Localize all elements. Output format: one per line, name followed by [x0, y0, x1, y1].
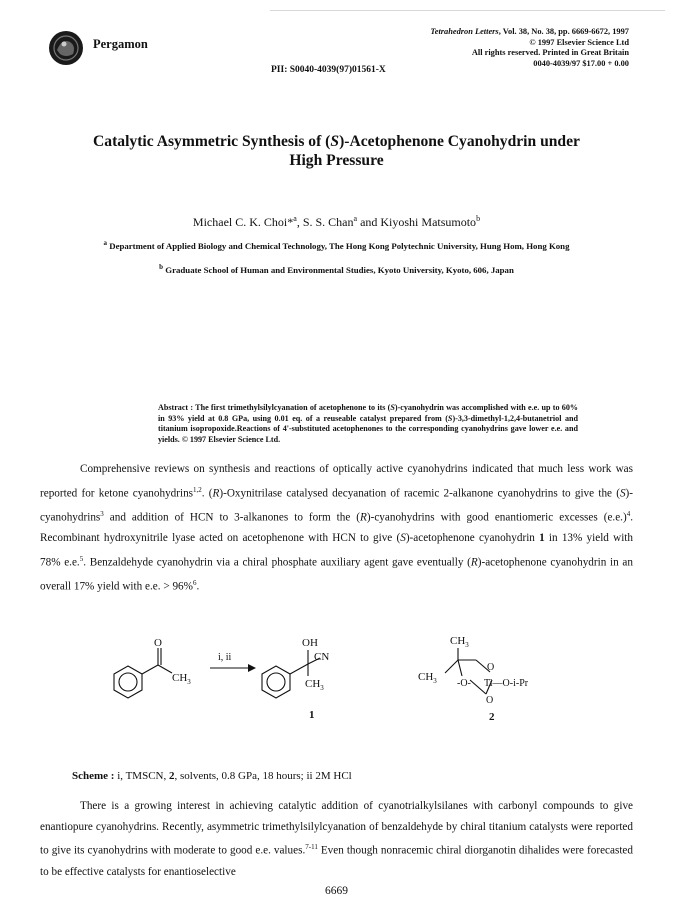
paragraph-intro: Comprehensive reviews on synthesis and reactions of optically active cyanohydrins indicated that much less work was reported for ketone cyanohydrins$^{1,2}$. (R)-Oxynitrilase catalysed decyanation of racemic 2-alkanone cyanohydrins to give the (S)-cyanohydrins$^3$ and addition of HCN to 3-alkanones to form the (R)-cyanohydrins with good enantiomeric excesses $(e.e.)^4$. Recombinant hydroxynitrile lyase acted on acetophenone with HCN to give (S)-acetophenone cyanohydrin 1 in 13% yield with 78% e.e.$^5$. Benzaldehyde cyanohydrin via a chiral phosphate auxiliary agent gave eventually (R)-acetophenone cyanohydrin in an overall 17% yield with e.e. > 96%$^6$.: [40, 463, 634, 593]
paragraph-second: There is a growing interest in achieving catalytic addition of cyanotrialkylsilanes with carbonyl compounds to give enantiopure cyanohydrins. Recently, asymmetric trimethylsilylcyanation of benzaldehyde by chiral titanium catalysts were reported to give its cyanohydrins with moderate to good e.e. values.$^{7-11}$ Even though nonracemic chiral diorganotin dihalides were forecasted to be effective catalysts for enantioselective: [40, 800, 633, 878]
journal-info: [430, 27, 629, 69]
scheme-caption: Scheme : i, TMSCN, 2, solvents, 0.8 GPa, 18 hours; ii 2M HCl: [72, 770, 352, 782]
rights-line: All rights reserved. Printed in Great Britain: [471, 48, 629, 57]
product-ch3-label: $CH_3$: [305, 678, 324, 692]
copyright-line: © 1997 Elsevier Science Ltd: [529, 37, 629, 47]
catalyst-o-top: O: [487, 662, 495, 673]
catalyst-number: 2: [489, 711, 495, 723]
reaction-scheme: [100, 628, 620, 748]
price-line: 0040-4039/97 $17.00 + 0.00: [533, 58, 629, 68]
catalyst-o-mid: -O-: [457, 678, 471, 689]
benzene-ring-ketone: [114, 666, 142, 698]
header-rule: [270, 10, 665, 11]
pii-code: PII: S0040-4039(97)01561-X: [271, 65, 386, 75]
article-title: Catalytic Asymmetric Synthesis of (S)-Acetophenone Cyanohydrin under High Pressure: [93, 133, 580, 169]
arrow-label: i, ii: [218, 652, 232, 663]
author-list: Michael C. K. Choi*$^a$, S. S. Chan$^a$ and Kiyoshi Matsumoto$^b$: [192, 214, 481, 229]
catalyst-ch3-left: $CH_3$: [418, 671, 437, 685]
benzene-ring-product: [262, 666, 290, 698]
abstract: Abstract : The first trimethylsilylcyanation of acetophenone to its (S)-cyanohydrin was accomplished with e.e. up to 60% in 93% yield at 0.8 GPa, using 0.01 eq. of a reuseable catalyst prepared from (S)-3,3-dimethyl-1,2,4-butanetriol and titanium isopropoxide.Reactions of 4'-substituted acetophenones to the corresponding cyanohydrins gave lower e.e. and yields. © 1997 Elsevier Science Ltd.: [158, 403, 578, 445]
ketone-o-label: O: [154, 637, 162, 649]
catalyst-ch3-top: $CH_3$: [450, 635, 469, 649]
affiliation-b: $^b$ Graduate School of Human and Environmental Studies, Kyoto University, Kyoto, 606, Japan: [159, 263, 514, 275]
pergamon-logo: [48, 30, 84, 66]
ketone-ch3-label: $CH_3$: [172, 672, 191, 686]
page-number: 6669: [325, 885, 348, 897]
catalyst-o-bottom: O: [486, 695, 494, 706]
product-cn-label: CN: [314, 651, 330, 663]
product-number: 1: [309, 709, 315, 721]
product-oh-label: OH: [302, 637, 318, 649]
affiliation-a: $^a$ Department of Applied Biology and Chemical Technology, The Hong Kong Polytechnic University, Hung Hom, Hong Kong: [103, 239, 570, 251]
catalyst-ti-label: Ti—O-i-Pr: [484, 678, 529, 689]
arrow-head: [248, 664, 256, 672]
journal-citation: Tetrahedron Letters, Vol. 38, No. 38, pp. 6669-6672, 1997: [430, 27, 629, 36]
publisher-name: Pergamon: [93, 37, 148, 51]
